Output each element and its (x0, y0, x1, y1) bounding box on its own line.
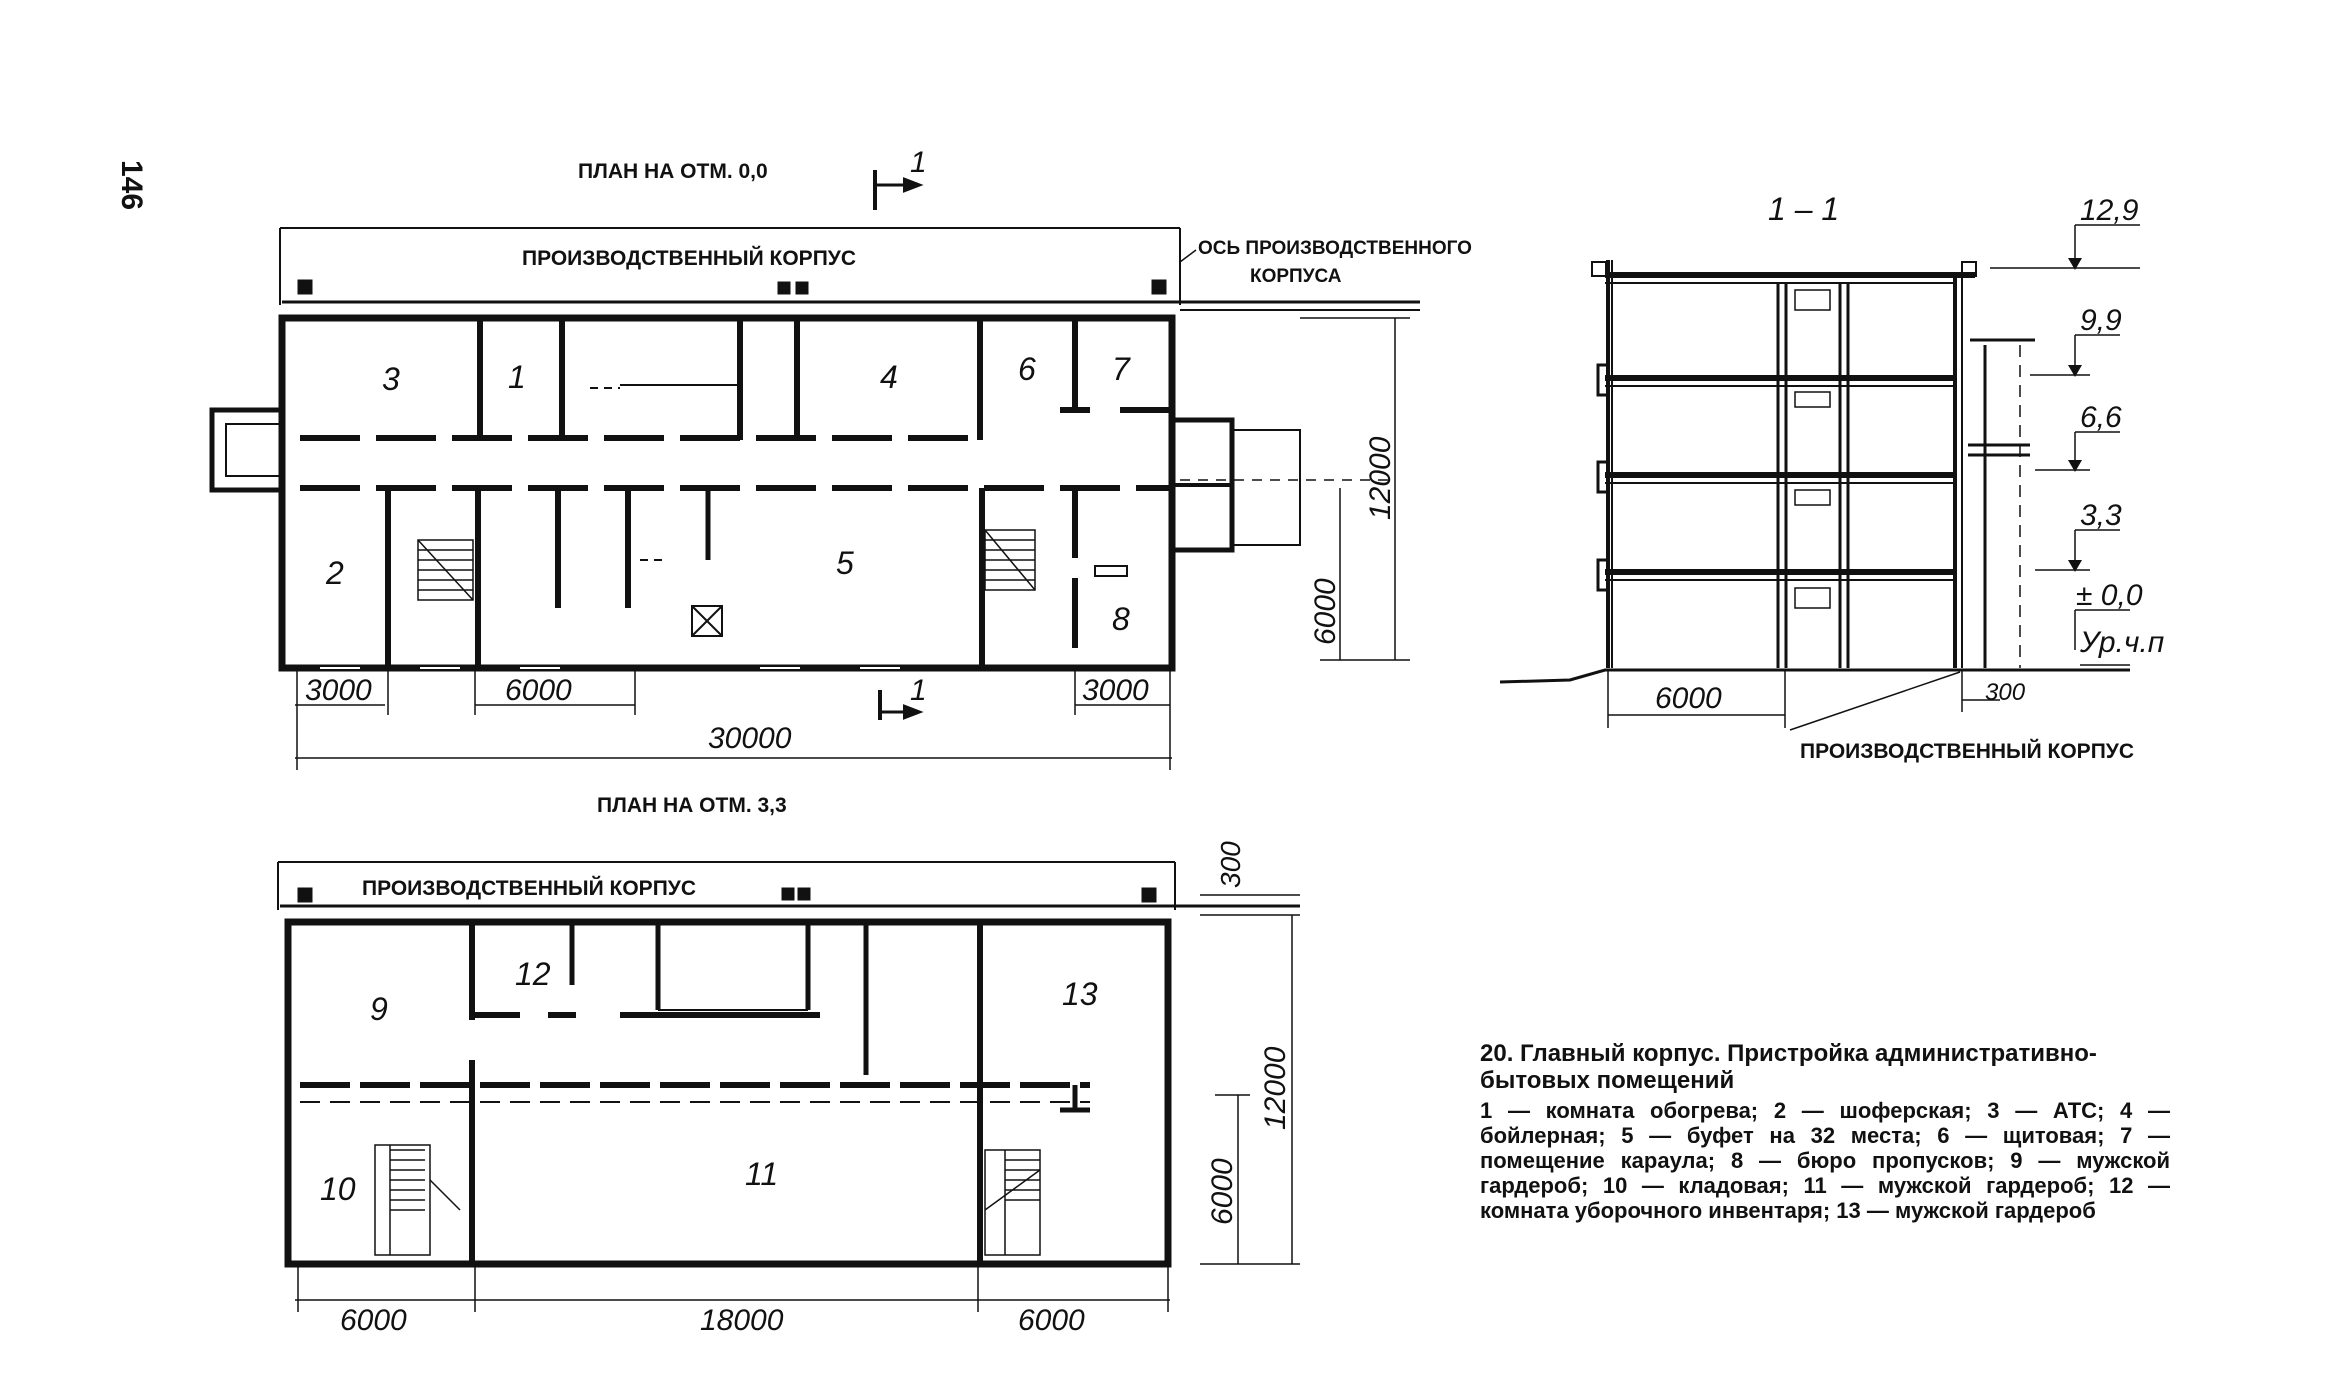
section-mark-label-bottom: 1 (910, 674, 927, 707)
dim-6000-vert: 6000 (1309, 578, 1342, 645)
section-1-1 (1500, 191, 2164, 763)
section-dim-6000: 6000 (1655, 682, 1722, 715)
dim2-300: 300 (1215, 841, 1246, 888)
dim2-6000-left: 6000 (340, 1304, 407, 1337)
level-9-9: 9,9 (2080, 304, 2122, 337)
section-title: 1 – 1 (1768, 191, 1840, 227)
room-13: 13 (1062, 976, 1098, 1012)
dim-3000-left: 3000 (305, 674, 372, 707)
plan1-corpus-label: ПРОИЗВОДСТВЕННЫЙ КОРПУС (522, 247, 857, 270)
page-number: 146 (115, 160, 148, 211)
section-dim-300: 300 (1985, 679, 2026, 706)
dim2-6000-right: 6000 (1018, 1304, 1085, 1337)
plan2-corpus-label: ПРОИЗВОДСТВЕННЫЙ КОРПУС (362, 877, 697, 900)
section-corpus-label: ПРОИЗВОДСТВЕННЫЙ КОРПУС (1800, 740, 2135, 763)
plan1-axis-label-1: ОСЬ ПРОИЗВОДСТВЕННОГО (1198, 238, 1472, 259)
room-2: 2 (326, 555, 344, 591)
level-0-0: ± 0,0 (2076, 579, 2143, 612)
dim2-18000: 18000 (700, 1304, 784, 1337)
room-5: 5 (836, 545, 854, 581)
room-1: 1 (508, 359, 526, 395)
stair-left-2 (375, 1145, 460, 1255)
room-3: 3 (382, 361, 400, 397)
plan1-title: ПЛАН НА ОТМ. 0,0 (578, 160, 768, 183)
level-3-3: 3,3 (2080, 499, 2122, 532)
dim-6000: 6000 (505, 674, 572, 707)
dim2-6000-vert: 6000 (1206, 1158, 1239, 1225)
room-7: 7 (1112, 351, 1130, 387)
section-mark-label-top: 1 (910, 146, 927, 179)
plan1-axis-label-2: КОРПУСА (1250, 266, 1342, 287)
room-6: 6 (1018, 351, 1036, 387)
plan2-title: ПЛАН НА ОТМ. 3,3 (597, 794, 787, 817)
room-4: 4 (880, 359, 898, 395)
level-6-6: 6,6 (2080, 401, 2122, 434)
caption-title: 20. Главный корпус. Пристройка административно-бытовых помещений (1480, 1040, 2097, 1094)
stair-left (418, 540, 473, 600)
plan-upper-floor (278, 794, 1300, 1337)
dim-3000-right: 3000 (1082, 674, 1149, 707)
level-12-9: 12,9 (2080, 194, 2139, 227)
caption-legend: 1 — комната обогрева; 2 — шоферская; 3 — АТС; 4 — бойлерная; 5 — буфет на 32 места; 6 — щитовая; 7 — помещение караула; 8 — бюро пропусков; 9 — мужской гардероб; 10 — кладовая; 11 — мужской гардероб; 12 — комната уборочного инвентаря; 13 — мужской гардероб (1480, 1098, 2170, 1223)
stair-right-2 (985, 1150, 1040, 1255)
room-11: 11 (745, 1156, 779, 1192)
room-12: 12 (515, 956, 551, 992)
room-9: 9 (370, 991, 388, 1027)
room-10: 10 (320, 1171, 356, 1207)
figure-caption (1480, 1040, 2170, 1223)
dim-12000: 12000 (1364, 436, 1397, 520)
stair-right (985, 530, 1035, 590)
dim2-12000: 12000 (1259, 1046, 1292, 1130)
level-ground: Ур.ч.п (2080, 626, 2165, 659)
plan-ground-floor (212, 146, 1472, 770)
dim-30000: 30000 (708, 722, 792, 755)
room-8: 8 (1112, 601, 1130, 637)
